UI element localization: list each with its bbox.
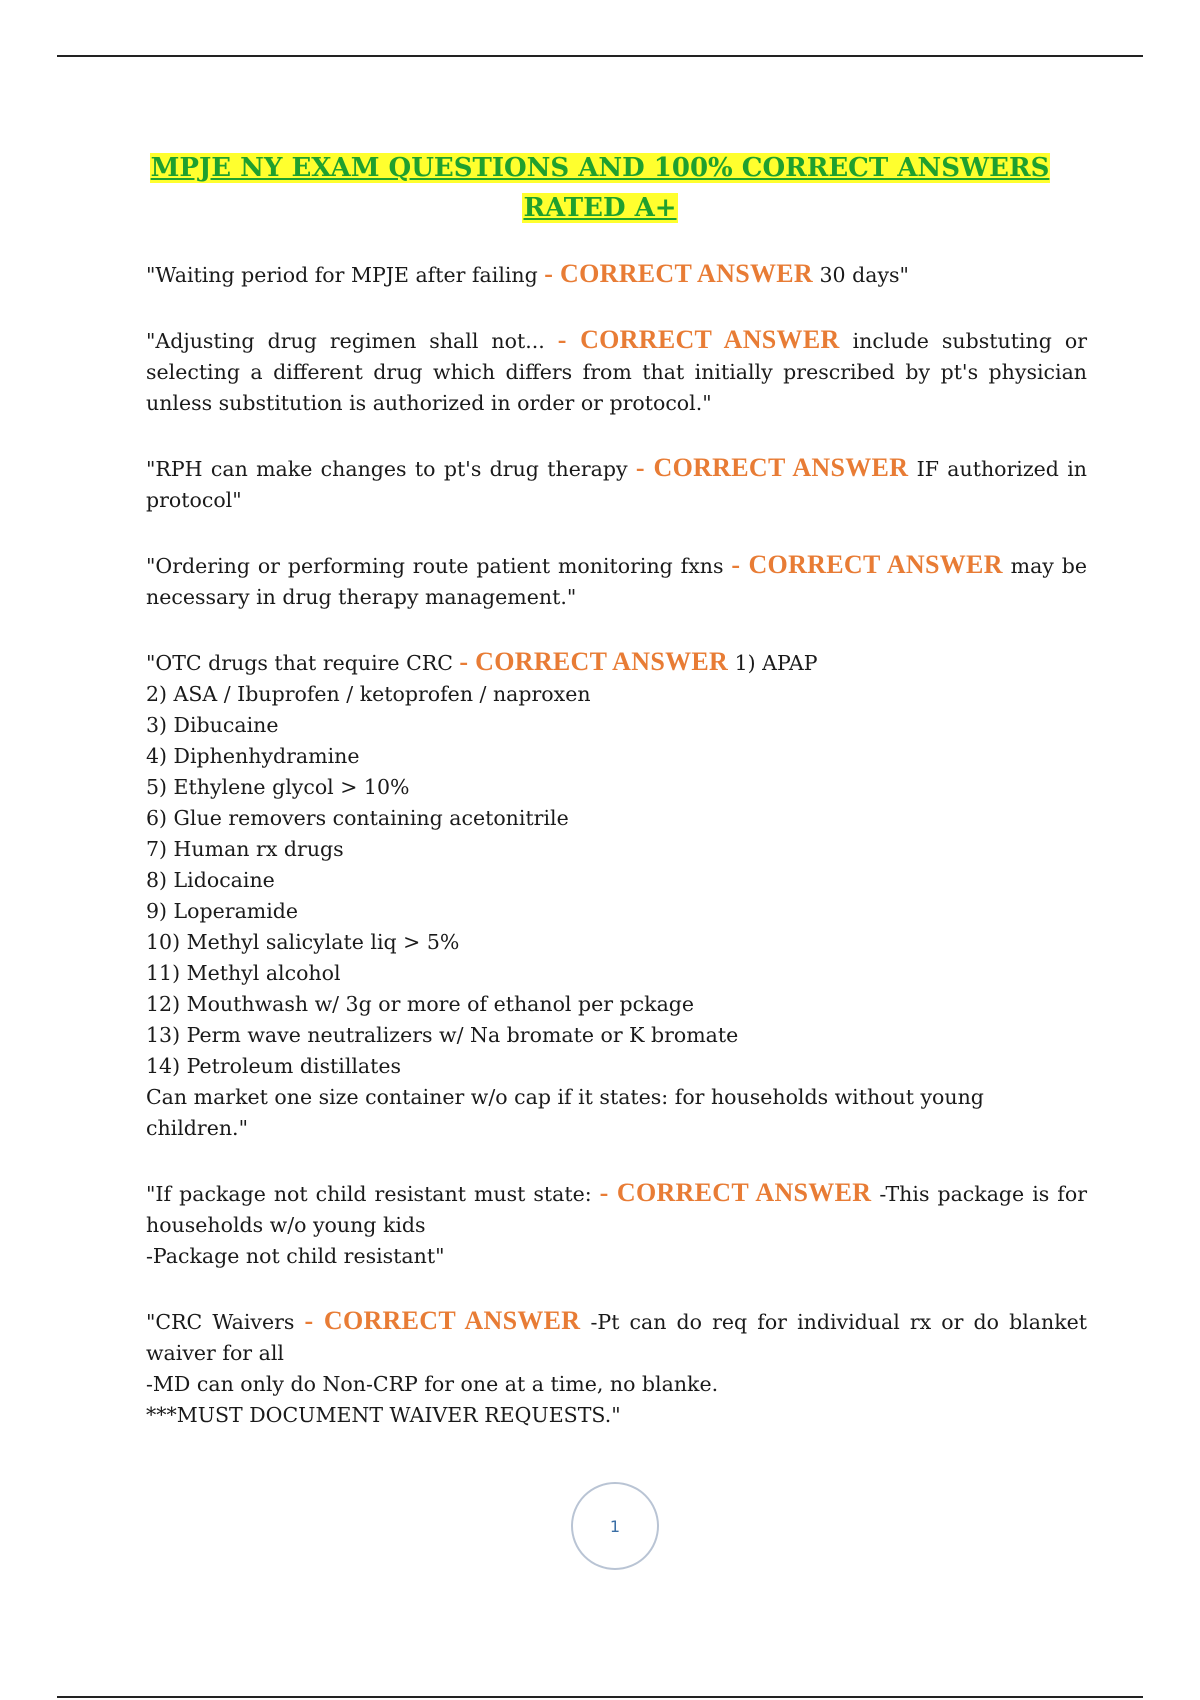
waivers-extra-1: -MD can only do Non-CRP for one at a time, no blanke. xyxy=(146,1372,719,1396)
header-rule xyxy=(57,55,1143,57)
otc-list-item: 12) Mouthwash w/ 3g or more of ethanol per pckage xyxy=(146,992,695,1016)
correct-answer-label: - CORRECT ANSWER xyxy=(544,259,813,288)
answer-text: 30 days" xyxy=(812,263,909,287)
waivers-first-line xyxy=(146,1305,1087,1369)
page-number: 1 xyxy=(571,1482,659,1570)
document-body xyxy=(146,258,1087,1431)
package-first-line xyxy=(146,1177,1087,1241)
qa-item xyxy=(146,549,1087,613)
qa-item-waivers xyxy=(146,1305,1087,1431)
otc-list-item: 2) ASA / Ibuprofen / ketoprofen / naproxen xyxy=(146,682,591,706)
question-text: "Waiting period for MPJE after failing xyxy=(146,263,545,287)
otc-list-item: 3) Dibucaine xyxy=(146,713,279,737)
qa-item-otc xyxy=(146,646,1087,1144)
correct-answer-label: - CORRECT ANSWER xyxy=(557,325,840,354)
otc-list-item: 8) Lidocaine xyxy=(146,868,275,892)
question-text: "Adjusting drug regimen shall not... xyxy=(146,329,558,353)
qa-item xyxy=(146,324,1087,419)
qa-item xyxy=(146,258,1087,291)
answer-text: -This package is for households w/o young kids xyxy=(146,1182,1087,1237)
answer-text: IF authorized in protocol" xyxy=(146,457,1088,512)
otc-note: Can market one size container w/o cap if it states: for households without young children." xyxy=(146,1085,984,1140)
otc-list-item: 4) Diphenhydramine xyxy=(146,744,360,768)
document-title xyxy=(100,148,1100,228)
question-text: "OTC drugs that require CRC xyxy=(146,651,460,675)
answer-text: -Pt can do req for individual rx or do blanket waiver for all xyxy=(146,1310,1087,1365)
answer-text: may be necessary in drug therapy management." xyxy=(146,554,1088,609)
otc-list-item: 11) Methyl alcohol xyxy=(146,961,341,985)
correct-answer-label: - CORRECT ANSWER xyxy=(304,1306,581,1335)
answer-text: 1) APAP xyxy=(728,651,818,675)
title-line-1: MPJE NY EXAM QUESTIONS AND 100% CORRECT ANSWERS xyxy=(150,153,1050,183)
qa-item xyxy=(146,452,1087,516)
package-extra: -Package not child resistant" xyxy=(146,1244,445,1268)
correct-answer-label: - CORRECT ANSWER xyxy=(599,1178,872,1207)
otc-list-item: 5) Ethylene glycol > 10% xyxy=(146,775,410,799)
otc-list-item: 6) Glue removers containing acetonitrile xyxy=(146,806,569,830)
waivers-extra-2: ***MUST DOCUMENT WAIVER REQUESTS." xyxy=(146,1403,621,1427)
otc-list-item: 10) Methyl salicylate liq > 5% xyxy=(146,930,460,954)
footer-rule xyxy=(57,1696,1143,1698)
otc-list-item: 13) Perm wave neutralizers w/ Na bromate or K bromate xyxy=(146,1023,739,1047)
correct-answer-label: - CORRECT ANSWER xyxy=(731,550,1003,579)
question-text: "If package not child resistant must state: xyxy=(146,1182,600,1206)
otc-list-item: 9) Loperamide xyxy=(146,899,299,923)
otc-list-item: 7) Human rx drugs xyxy=(146,837,344,861)
answer-text: include substuting or selecting a different drug which differs from that initially prescribed by pt's physician unless substitution is authorized in order or protocol." xyxy=(146,329,1087,415)
otc-list-item: 14) Petroleum distillates xyxy=(146,1054,402,1078)
qa-item-package xyxy=(146,1177,1087,1272)
otc-first-line xyxy=(146,646,1087,679)
correct-answer-label: - CORRECT ANSWER xyxy=(635,453,909,482)
question-text: "CRC Waivers xyxy=(146,1310,305,1334)
question-text: "RPH can make changes to pt's drug therapy xyxy=(146,457,636,481)
correct-answer-label: - CORRECT ANSWER xyxy=(459,647,729,676)
question-text: "Ordering or performing route patient monitoring fxns xyxy=(146,554,732,578)
title-line-2: RATED A+ xyxy=(523,193,677,223)
